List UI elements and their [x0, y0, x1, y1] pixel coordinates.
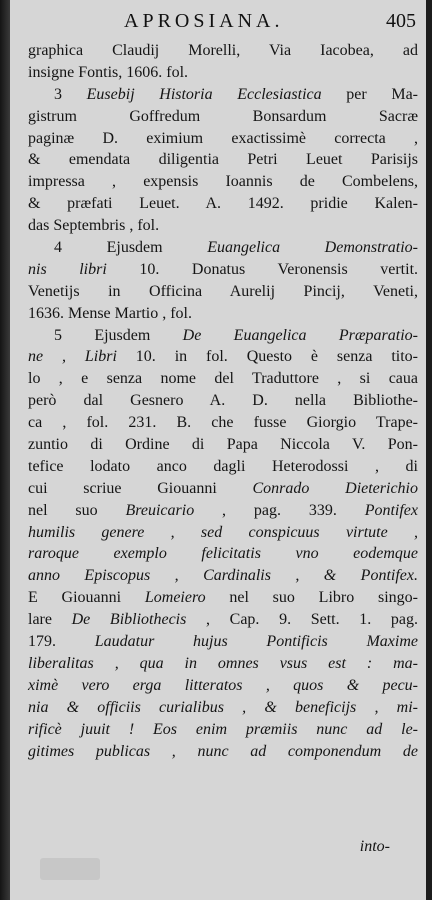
italic-text: ne , Libri: [28, 348, 117, 366]
italic-text: Eusebij Historia Ecclesiastica: [86, 85, 322, 103]
italic-text: raroque exemplo felicitatis vno eodemque: [28, 545, 418, 563]
text-line: [28, 106, 418, 128]
text-line: [28, 149, 418, 171]
roman-text: das Septembris , fol.: [28, 217, 160, 235]
text-line: [28, 697, 418, 719]
page-header: [10, 10, 426, 36]
roman-text: 10. in fol. Questo è senza tito-: [116, 348, 418, 366]
roman-text: 179.: [28, 633, 95, 651]
roman-text: & præfati Leuet. A. 1492. pridie Kalen-: [28, 195, 418, 213]
italic-text: ximè vero erga litteratos , quos & pecu-: [28, 676, 418, 694]
text-line: [28, 128, 418, 150]
text-line: [28, 259, 418, 281]
roman-text: paginæ D. eximium exactissimè correcta ,: [28, 129, 418, 147]
roman-text: graphica Claudij Morelli, Via Iacobea, ad: [28, 42, 418, 59]
text-line: [28, 412, 418, 434]
body-text: [28, 40, 418, 762]
text-line: [28, 325, 418, 347]
text-line: [28, 237, 418, 259]
roman-text: 1636. Mense Martio , fol.: [28, 304, 192, 322]
italic-text: humilis genere , sed conspicuus virtute ,: [28, 523, 418, 541]
roman-text: impressa , expensis Ioannis de Combelens,: [28, 173, 418, 191]
text-line: [28, 84, 418, 106]
italic-text: Euangelica Demonstratio-: [207, 239, 418, 257]
roman-text: 4 Ejusdem: [54, 239, 208, 257]
roman-text: & emendata diligentia Petri Leuet Parisijs: [28, 151, 418, 169]
roman-text: E Giouanni: [28, 589, 145, 607]
text-line: [28, 303, 418, 325]
page-number: 405: [386, 10, 416, 32]
text-line: [28, 434, 418, 456]
roman-text: , pag. 339.: [194, 501, 365, 519]
roman-text: nel suo: [28, 501, 126, 519]
text-line: [28, 390, 418, 412]
roman-text: cui scriue Giouanni: [28, 479, 253, 497]
text-line: [28, 631, 418, 653]
text-line: [28, 653, 418, 675]
italic-text: nis libri: [28, 260, 107, 278]
text-line: [28, 543, 418, 565]
roman-text: ca , fol. 231. B. che fusse Giorgio Trape-: [28, 414, 418, 432]
text-line: [28, 500, 418, 522]
roman-text: lare: [28, 611, 72, 629]
text-line: [28, 587, 418, 609]
text-line: [28, 40, 418, 62]
roman-text: insigne Fontis, 1606. fol.: [28, 63, 189, 81]
text-line: [28, 522, 418, 544]
running-head: APROSIANA.: [124, 10, 284, 32]
italic-text: Laudatur hujus Pontificis Maxime: [94, 633, 419, 651]
italic-text: liberalitas , qua in omnes vsus est : ma-: [28, 654, 418, 672]
text-line: [28, 478, 418, 500]
text-line: [28, 215, 418, 237]
text-line: [28, 741, 418, 763]
text-line: [28, 346, 418, 368]
roman-text: gistrum Goffredum Bonsardum Sacræ: [28, 107, 418, 125]
italic-text: rificè juuit ! Eos enim præmiis nunc ad le-: [28, 720, 418, 738]
roman-text: 5 Ejusdem: [54, 326, 183, 344]
text-line: [28, 62, 418, 84]
text-line: [28, 193, 418, 215]
text-line: [28, 171, 418, 193]
text-line: [28, 719, 418, 741]
text-line: [28, 456, 418, 478]
italic-text: Breuicario: [125, 501, 195, 519]
text-line: [28, 609, 418, 631]
roman-text: lo , e senza nome del Traduttore , si caua: [28, 370, 418, 388]
book-page: [10, 0, 426, 900]
roman-text: Venetijs in Officina Aurelij Pincij, Veneti,: [28, 282, 418, 300]
italic-text: Conrado Dieterichio: [252, 479, 418, 497]
roman-text: 3: [54, 85, 87, 103]
roman-text: 10. Donatus Veronensis vertit.: [106, 260, 419, 278]
roman-text: per Ma-: [321, 85, 419, 103]
italic-text: nia & officiis curialibus , & beneficijs , mi-: [28, 698, 418, 716]
italic-text: De Bibliothecis: [71, 611, 187, 629]
text-line: [28, 281, 418, 303]
italic-text: De Euangelica Præparatio-: [182, 326, 418, 344]
roman-text: , Cap. 9. Sett. 1. pag.: [186, 611, 418, 629]
italic-text: Lomeiero: [144, 589, 206, 607]
text-line: [28, 368, 418, 390]
italic-text: Pontifex: [364, 501, 418, 519]
text-line: [28, 565, 418, 587]
roman-text: nel suo Libro singo-: [205, 589, 418, 607]
italic-text: anno Episcopus , Cardinalis , & Pontifex.: [28, 567, 418, 585]
catchword: into-: [359, 838, 390, 855]
roman-text: tefice lodato anco dagli Heterodossi , di: [28, 457, 418, 475]
roman-text: zuntio di Ordine di Papa Niccola V. Pon-: [28, 436, 418, 454]
roman-text: però dal Gesnero A. D. nella Bibliothe-: [28, 392, 418, 410]
book-spine: [0, 0, 10, 900]
italic-text: gitimes publicas , nunc ad componendum de: [28, 742, 418, 760]
library-stamp: [40, 858, 100, 880]
text-line: [28, 675, 418, 697]
